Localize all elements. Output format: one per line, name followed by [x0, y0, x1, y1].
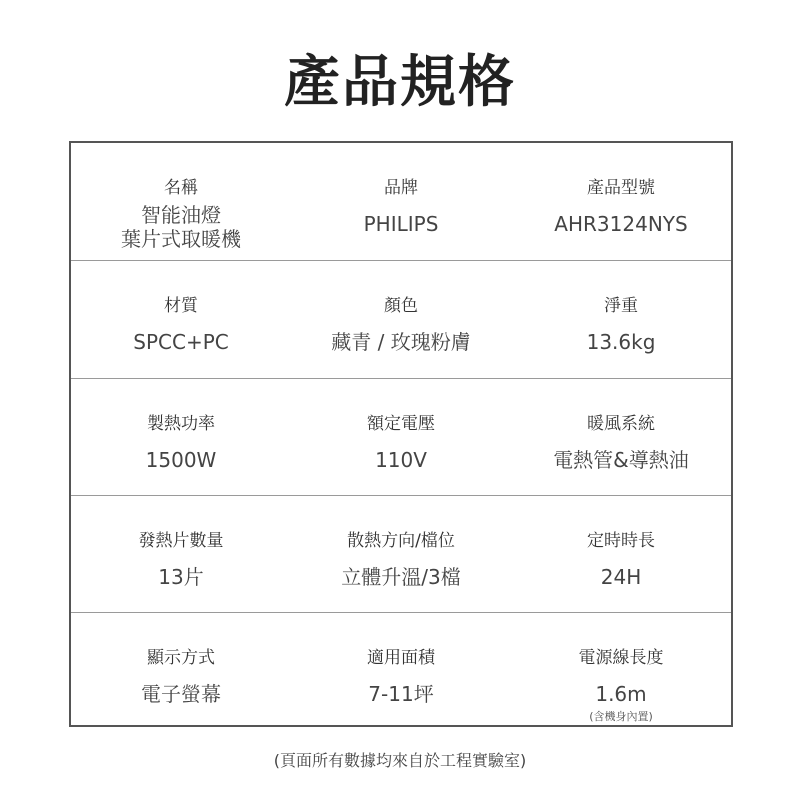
- spec-cell-net-weight: [511, 261, 731, 378]
- spec-cell-name: [71, 143, 291, 260]
- spec-cell-heat-direction: [291, 496, 511, 613]
- spec-label: 散熱方向/檔位: [347, 531, 455, 551]
- spec-value: 7-11坪: [368, 682, 434, 706]
- spec-label: 暖風系統: [587, 414, 655, 434]
- spec-cell-power: [71, 379, 291, 496]
- spec-label: 材質: [164, 296, 198, 316]
- spec-value: SPCC+PC: [133, 330, 229, 354]
- spec-cell-display: [71, 613, 291, 730]
- spec-value: 電熱管&導熱油: [553, 448, 689, 472]
- page-title: 產品規格: [284, 50, 516, 115]
- spec-value-line: 葉片式取暖機: [121, 227, 241, 251]
- spec-label: 發熱片數量: [138, 531, 224, 551]
- spec-cell-color: [291, 261, 511, 378]
- spec-value: 藏青 / 玫瑰粉膚: [331, 330, 471, 354]
- spec-label: 淨重: [604, 296, 638, 316]
- spec-cell-model: [511, 143, 731, 260]
- spec-row: [71, 613, 731, 730]
- spec-label: 製熱功率: [147, 414, 215, 434]
- spec-value: PHILIPS: [363, 212, 439, 236]
- spec-value-line: 智能油燈: [141, 203, 221, 227]
- spec-label: 額定電壓: [367, 414, 435, 434]
- spec-cell-cord-length: [511, 613, 731, 730]
- footnote: (頁面所有數據均來自於工程實驗室): [273, 751, 527, 770]
- spec-value: 1500W: [145, 448, 217, 472]
- spec-label: 定時時長: [587, 531, 655, 551]
- spec-value: 1.6m: [595, 682, 647, 706]
- spec-cell-heating-system: [511, 379, 731, 496]
- spec-row: [71, 379, 731, 496]
- spec-table: [69, 141, 733, 727]
- spec-cell-material: [71, 261, 291, 378]
- spec-cell-voltage: [291, 379, 511, 496]
- spec-label: 適用面積: [367, 648, 435, 668]
- spec-value: 13片: [158, 565, 204, 589]
- spec-row: [71, 143, 731, 260]
- spec-label: 名稱: [164, 178, 198, 198]
- spec-note: (含機身內置): [589, 710, 653, 723]
- spec-row: [71, 496, 731, 613]
- spec-value: AHR3124NYS: [554, 212, 688, 236]
- spec-value: 24H: [600, 565, 642, 589]
- spec-label: 電源線長度: [578, 648, 664, 668]
- spec-cell-fin-count: [71, 496, 291, 613]
- spec-value: 13.6kg: [586, 330, 656, 354]
- spec-row: [71, 261, 731, 378]
- spec-label: 顯示方式: [147, 648, 215, 668]
- spec-cell-brand: [291, 143, 511, 260]
- spec-label: 品牌: [384, 178, 418, 198]
- spec-label: 顏色: [384, 296, 418, 316]
- spec-label: 產品型號: [587, 178, 655, 198]
- spec-cell-area: [291, 613, 511, 730]
- spec-value: 110V: [375, 448, 427, 472]
- spec-value: [71, 203, 291, 251]
- spec-cell-timer: [511, 496, 731, 613]
- spec-value: 立體升溫/3檔: [341, 565, 461, 589]
- spec-value: 電子螢幕: [141, 682, 221, 706]
